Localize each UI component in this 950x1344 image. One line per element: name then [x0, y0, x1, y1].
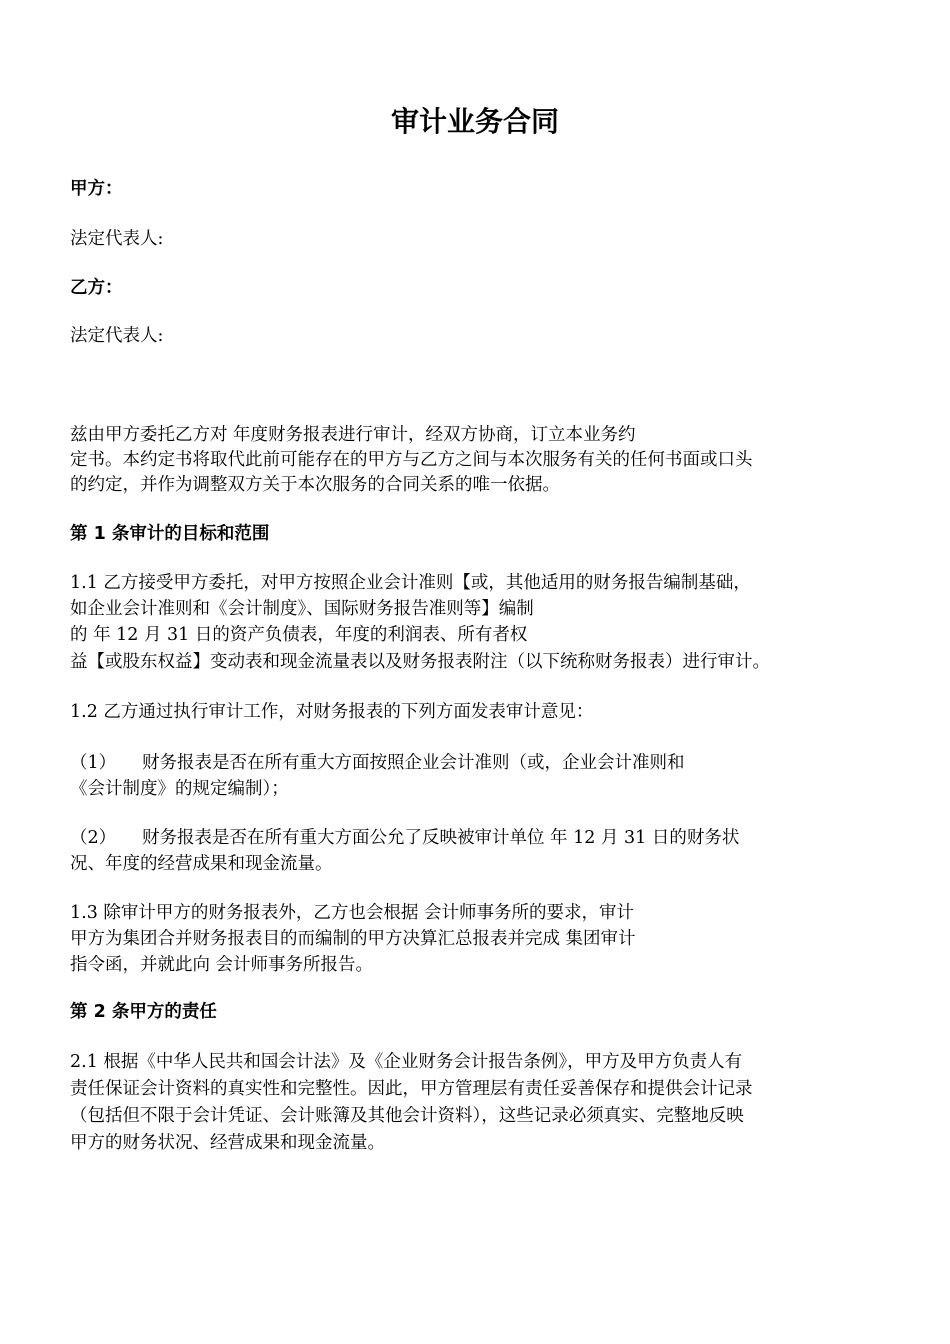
clause-line: 指令函，并就此向 会计师事务所报告。	[70, 955, 374, 975]
clause-line: 的 年 12 月 31 日的资产负债表，年度的利润表、所有者权	[70, 625, 528, 645]
clause-line: 益【或股东权益】变动表和现金流量表以及财务报表附注（以下统称财务报表）进行审计。	[70, 652, 770, 672]
item-number: （1）	[70, 753, 117, 773]
clause-line: 如企业会计准则和《会计制度》、国际财务报告准则等】编制	[70, 599, 534, 619]
preamble-line: 兹由甲方委托乙方对 年度财务报表进行审计，经双方协商，订立本业务约	[70, 425, 636, 445]
preamble-line: 定书。本约定书将取代此前可能存在的甲方与乙方之间与本次服务有关的任何书面或口头	[70, 450, 753, 470]
party-a-representative-label: 法定代表人:	[70, 229, 164, 249]
clause-line: （包括但不限于会计凭证、会计账簿及其他会计资料），这些记录必须真实、完整地反映	[70, 1106, 744, 1126]
clause-1-2: 1.2 乙方通过执行审计工作，对财务报表的下列方面发表审计意见：	[70, 702, 594, 722]
clause-line: 甲方为集团合并财务报表目的而编制的甲方决算汇总报表并完成 集团审计	[70, 929, 636, 949]
article-2-heading: 第 2 条甲方的责任	[70, 1002, 217, 1022]
party-b-representative-label: 法定代表人:	[70, 326, 164, 346]
item-line: 《会计制度》的规定编制）；	[70, 779, 289, 799]
clause-line: 2.1 根据《中华人民共和国会计法》及《企业财务会计报告条例》，甲方及甲方负责人有	[70, 1052, 743, 1072]
item-number: （2）	[70, 828, 117, 848]
item-text: 财务报表是否在所有重大方面公允了反映被审计单位 年 12 月 31 日的财务状	[142, 828, 740, 848]
preamble-line: 的约定，并作为调整双方关于本次服务的合同关系的唯一依据。	[70, 475, 560, 495]
party-a-label: 甲方：	[70, 179, 123, 199]
item-line	[70, 826, 739, 850]
clause-line: 甲方的财务状况、经营成果和现金流量。	[70, 1133, 385, 1153]
clause-line: 1.3 除审计甲方的财务报表外，乙方也会根据 会计师事务所的要求，审计	[70, 903, 634, 923]
party-b-label: 乙方：	[70, 278, 123, 298]
article-1-heading: 第 1 条审计的目标和范围	[70, 524, 270, 544]
item-line: 况、年度的经营成果和现金流量。	[70, 854, 333, 874]
item-line	[70, 751, 685, 775]
document-title: 审计业务合同	[390, 105, 559, 138]
clause-line: 责任保证会计资料的真实性和完整性。因此，甲方管理层有责任妥善保存和提供会计记录	[70, 1079, 753, 1099]
clause-line: 1.1 乙方接受甲方委托，对甲方按照企业会计准则【或，其他适用的财务报告编制基础，	[70, 573, 751, 593]
item-text: 财务报表是否在所有重大方面按照企业会计准则（或，企业会计准则和	[142, 753, 685, 773]
